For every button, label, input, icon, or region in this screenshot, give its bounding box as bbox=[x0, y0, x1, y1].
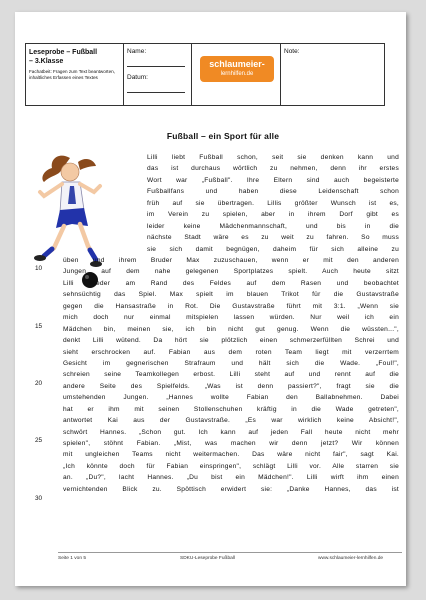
line-number: 30 bbox=[35, 495, 43, 502]
logo-text: schlaumeier- bbox=[209, 59, 265, 69]
date-label: Datum: bbox=[127, 74, 148, 81]
name-date-cell bbox=[124, 44, 192, 105]
article-title: Fußball – ein Sport für alle bbox=[166, 131, 280, 141]
line-number: 25 bbox=[35, 437, 43, 444]
text-line: sehnsüchtig das Spiel. Max spielt im blauen Trikot für die Gustavstraße bbox=[63, 291, 399, 299]
grade-label: Note: bbox=[284, 48, 300, 55]
worksheet-title-line2: – 3.Klasse bbox=[29, 58, 64, 65]
article-text-wrapped bbox=[147, 152, 399, 255]
text-line: schreien seine Teamkollegen erbost. Lilli steht auf und rennt auf die bbox=[63, 371, 399, 379]
text-line: denkt Lilli wütend. Da hört sie plötzlich einen schmerzerfüllten Schrei und bbox=[63, 337, 399, 345]
text-line: leider keine Mädchenmannschaft, und bis in die bbox=[147, 222, 399, 230]
worksheet-title-line1: Leseprobe – Fußball bbox=[29, 49, 98, 56]
footer-website: www.schlaumeier-lernhilfen.de bbox=[318, 556, 384, 561]
text-line: sieht erschrocken auf. Fabian aus dem roten Team liegt mit verzerrtem bbox=[63, 348, 399, 356]
article-text-full bbox=[63, 255, 399, 495]
footer-title: SDKU-Leseprobe Fußball bbox=[180, 556, 235, 561]
name-label: Name: bbox=[127, 48, 147, 55]
grade-cell bbox=[281, 44, 386, 105]
text-line: mich doch nur einmal mitspielen lassen würden. Nur weil ich ein bbox=[63, 314, 399, 322]
line-number: 10 bbox=[35, 265, 43, 272]
line-number: 15 bbox=[35, 323, 43, 330]
text-line: Gesicht im gegnerischen Strafraum und hält sich die Wade. „Foul!", bbox=[63, 359, 399, 367]
text-line: „Ich könnte doch für Fabian einspringen", schlägt Lilli vor. Alle starren sie bbox=[63, 462, 399, 470]
text-line: spielen", stöhnt Fabian. „Mist, was machen wir denn jetzt? Wir können bbox=[63, 440, 399, 447]
text-line: üben und ihrem Bruder Max zuzuschauen, wenn er mit den anderen bbox=[63, 257, 399, 264]
date-line bbox=[127, 81, 185, 93]
text-line: Fußballfans und haben diese Leidenschaft schon bbox=[147, 188, 399, 196]
footer-divider bbox=[58, 552, 402, 553]
logo-cell bbox=[192, 44, 281, 105]
text-line: umstehenden Jungen. „Hannes wollte Fabian den Ballabnehmen. Dabei bbox=[63, 394, 399, 402]
text-line: Lilli wieder am Rand des Feldes auf dem Rasen und beobachtet bbox=[63, 279, 399, 287]
text-line: Jungen auf dem nahe gelegenen Sportplatzes spielt. Auch heute sitzt bbox=[63, 268, 399, 276]
text-line: früh auf sie übertragen. Lillis größter Wunsch ist es, bbox=[147, 199, 399, 207]
logo-subtext: lernhilfen.de bbox=[220, 71, 254, 77]
text-line: antwortet Kai aus der Gustavstraße. „Es war wirklich keine Absicht!", bbox=[63, 417, 399, 425]
footer-page-number: Seite 1 von 5 bbox=[58, 556, 87, 561]
text-line: vernichtenden Blick zu. Spöttisch erwidert sie: „Danke Hannes, das ist bbox=[63, 485, 399, 493]
text-line: Wort war „Fußball". Ihre Eltern sind auch begeisterte bbox=[147, 176, 399, 184]
worksheet-header bbox=[25, 43, 385, 106]
worksheet-title-cell bbox=[26, 44, 124, 105]
text-line: das ist durchaus wörtlich zu nehmen, denn ihr erstes bbox=[147, 165, 399, 173]
name-line bbox=[127, 55, 185, 67]
text-line: andere Seite des Spielfelds. „Was ist denn passiert?", fragt sie die bbox=[63, 382, 399, 390]
text-line: sie sich damit begnügen, daheim für sich alleine zu bbox=[147, 245, 399, 253]
text-line: mit ungleichen Teams nicht weitermachen. Das wäre nicht fair", sagt Kai. bbox=[63, 451, 399, 459]
text-line: an. „Du?", lacht Hannes. „Du bist ein Mädchen!". Lilli wirft ihm einen bbox=[63, 474, 399, 482]
text-line: Lilli liebt Fußball schon, seit sie denken kann und bbox=[147, 154, 399, 161]
text-line: hat er ihm mit seinen Stollenschuhen kräftig in die Wade getreten", bbox=[63, 405, 399, 413]
line-number: 20 bbox=[35, 380, 43, 387]
text-line: im Verein zu spielen, aber in ihrem Dorf gibt es bbox=[147, 211, 399, 219]
worksheet-subtitle: Fachatbeit: Fragen zum Text beantworten, inhaltliches Erfassen eines Textes bbox=[29, 69, 115, 80]
text-line: schwört Hannes. „Schon gut. Ich kann auf jeden Fall heute nicht mehr bbox=[63, 428, 399, 436]
schlaumeier-logo bbox=[200, 56, 274, 82]
text-line: Mädchen bin, meinen sie, ich bin nicht gut genug. Wenn die wüssten...", bbox=[63, 325, 399, 333]
text-line: nächste Stadt wäre es zu weit zu fahren. So muss bbox=[147, 234, 399, 242]
text-line: gegen die Hansastraße in Rot. Die Gustavstraße führt mit 3:1. „Wenn sie bbox=[63, 302, 399, 310]
